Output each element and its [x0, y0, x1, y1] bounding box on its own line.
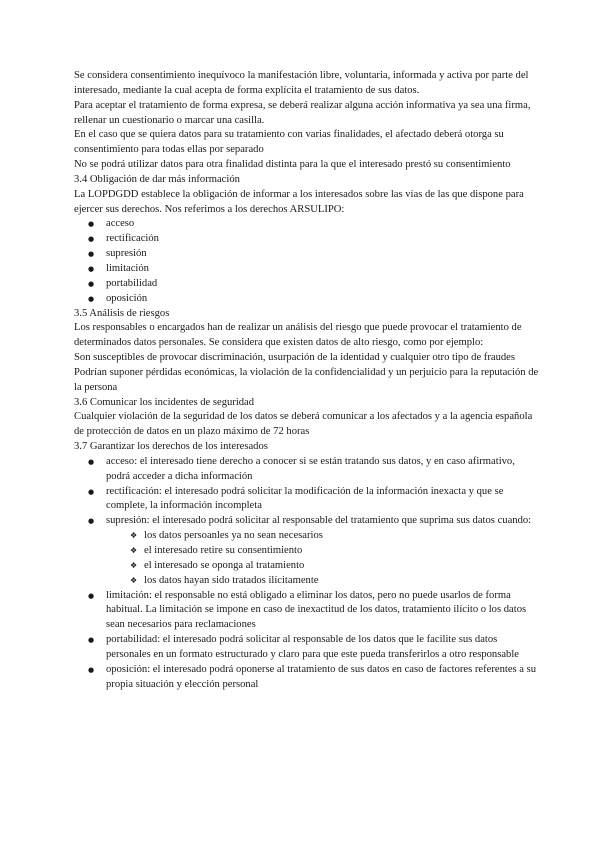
list-item: ● limitación: [74, 262, 540, 277]
right-rectificacion: ● rectificación: el interesado podrá solicitar la modificación de la información inexacta y que se complete, la información incompleta: [74, 485, 540, 515]
right-supresion: [74, 514, 540, 588]
consent-paragraph-4: No se podrá utilizar datos para otra finalidad distinta para la que el interesado prestó su consentimiento: [74, 159, 511, 171]
right-limitacion: ● limitación: el responsable no está obligado a eliminar los datos, pero no puede usarlos de forma habitual. La limitación se impone en caso de inexactitud de los datos, tratamiento ilícito o los datos sean necesarios para reclamaciones: [74, 589, 540, 634]
consent-paragraph-2: Para aceptar el tratamiento de forma expresa, se deberá realizar alguna acción informativa ya sea una firma, rellenar un cuestionario o marcar una casilla.: [74, 99, 531, 126]
list-item: ● portabilidad: [74, 277, 540, 292]
section-3-5-paragraph-3: Podrían suponer pérdidas económicas, la violación de la confidencialidad y un perjuicio para la reputación de la persona: [74, 366, 539, 393]
supresion-sublist: [74, 529, 540, 588]
right-acceso: ● acceso: el interesado tiene derecho a conocer si se están tratando sus datos, y en caso afirmativo, podrá acceder a dicha información: [74, 455, 540, 485]
section-3-4-title: 3.4 Obligación de dar más información: [74, 173, 240, 185]
right-supresion-text: supresión: el interesado podrá solicitar al responsable del tratamiento que suprima sus datos cuando:: [106, 515, 532, 527]
consent-paragraph-1: Se considera consentimiento inequívoco la manifestación libre, voluntaria, informada y activa por parte del interesado, mediante la cual acepta de forma explícita el tratamiento de sus datos.: [74, 70, 529, 96]
list-item: ● supresión: [74, 247, 540, 262]
section-3-5-paragraph-1: Los responsables o encargados han de realizar un análisis del riesgo que puede provocar el tratamiento de determinados datos personales. Se considera que existen datos de alto riesgo, como por ejemplo:: [74, 322, 522, 349]
list-item: ❖ el interesado se oponga al tratamiento: [74, 559, 540, 574]
list-item: ❖ los datos persoanles ya no sean necesarios: [74, 529, 540, 544]
rights-list: [74, 455, 540, 693]
section-3-6-title: 3.6 Comunicar los incidentes de seguridad: [74, 396, 255, 408]
section-3-4-intro: La LOPDGDD establece la obligación de informar a los interesados sobre las vías de las que dispone para ejercer sus derechos. Nos referimos a los derechos ARSULIPO:: [74, 188, 524, 215]
list-item: ❖ los datos hayan sido tratados ilícitamente: [74, 574, 540, 589]
section-3-6-paragraph-1: Cualquier violación de la seguridad de los datos se deberá comunicar a los afectados y a la agencia española de protección de datos en un plazo máximo de 72 horas: [74, 411, 533, 438]
section-3-5-title: 3.5 Análisis de riesgos: [74, 307, 170, 319]
section-3-7-title: 3.7 Garantizar los derechos de los interesados: [74, 441, 268, 453]
list-item: ● acceso: [74, 217, 540, 232]
list-item: ● rectificación: [74, 232, 540, 247]
consent-paragraph-3: En el caso que se quiera datos para su tratamiento con varias finalidades, el afectado deberá otorga su consentimiento para todas ellas por separado: [74, 129, 504, 156]
list-item: ❖ el interesado retire su consentimiento: [74, 544, 540, 559]
arsulipo-list: [74, 217, 540, 306]
section-3-5-paragraph-2: Son susceptibles de provocar discriminación, usurpación de la identidad y cualquier otro tipo de fraudes: [74, 352, 515, 364]
list-item: ● oposición: [74, 292, 540, 307]
right-portabilidad: ● portabilidad: el interesado podrá solicitar al responsable de los datos que le facilite sus datos personales en un formato estructurado y claro para que este pueda transferirlos a otro responsable: [74, 633, 540, 663]
right-oposicion: ● oposición: el interesado podrá oponerse al tratamiento de sus datos en caso de factores referentes a su propia situación y elección personal: [74, 663, 540, 693]
